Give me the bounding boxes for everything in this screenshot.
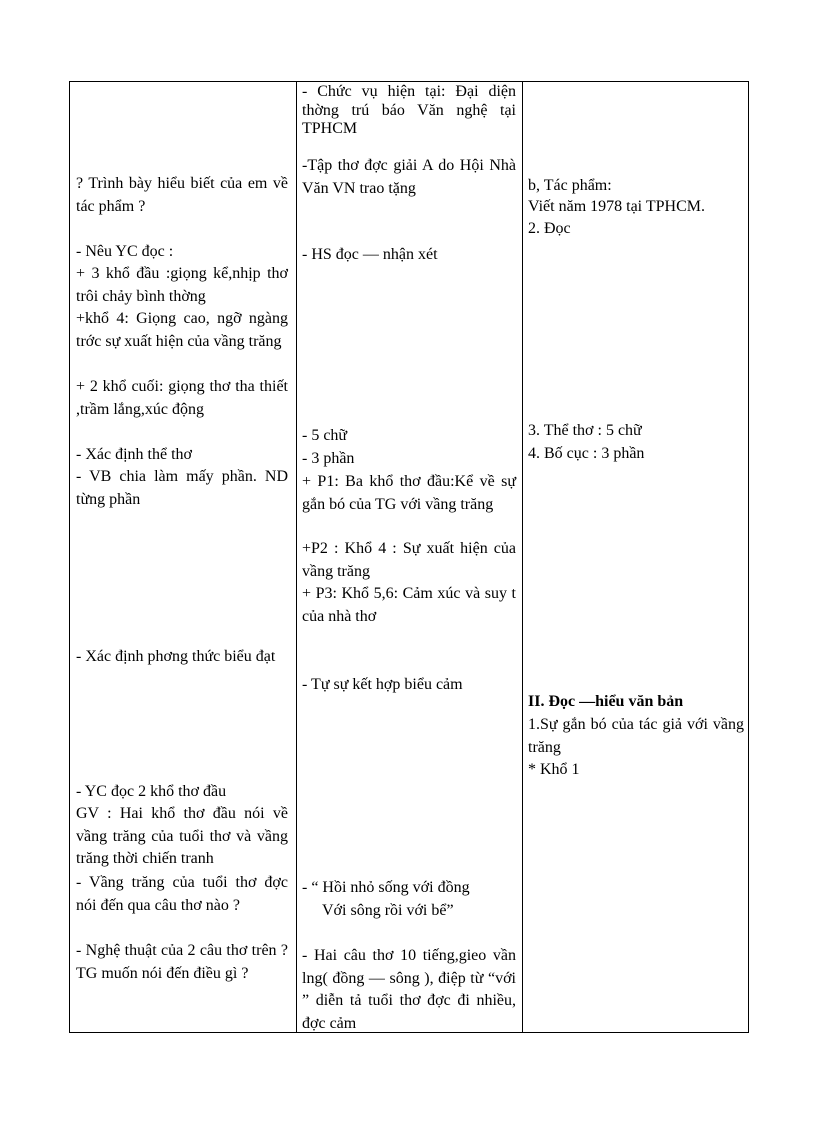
subsection-title: 1.Sự gắn bó của tác giả với vầng trăng <box>528 716 744 756</box>
instruction-line: GV : Hai khổ thơ đầu nói về vầng trăng của tuổi thơ và vầng trăng thời chiến tranh <box>76 805 288 867</box>
question-tac-pham: ? Trình bày hiểu biết của em về tác phẩm ? <box>76 175 288 215</box>
question-the-tho: - Xác định thể thơ <box>76 446 192 463</box>
question-bo-cuc: - VB chia làm mấy phần. ND từng phần <box>76 468 288 508</box>
content-line: 4. Bố cục : 3 phần <box>528 445 645 462</box>
poem-quote-line: Với sông rồi với bể” <box>322 902 454 919</box>
content-line: b, Tác phẩm: <box>528 177 612 194</box>
reading-guide-line: +khổ 4: Giọng cao, ngỡ ngàng trớc sự xuất hiện của vầng trăng <box>76 310 288 350</box>
content-line: Viết năm 1978 tại TPHCM. <box>528 198 705 215</box>
art-analysis: - Hai câu thơ 10 tiếng,gieo vần lng( đồng — sông ), điệp từ “với ” diễn tả tuổi thơ đợc đi nhiều, đợc cảm <box>302 947 516 1032</box>
lesson-table <box>69 81 749 1033</box>
reading-guide-line: + 3 khổ đầu :giọng kể,nhịp thơ trôi chảy bình thờng <box>76 265 288 305</box>
answer-line: - 3 phần <box>302 450 355 467</box>
question-phuong-thuc: - Xác định phơng thức biểu đạt <box>76 648 276 665</box>
reading-guide-line: + 2 khổ cuối: giọng thơ tha thiết ,trầm lắng,xúc động <box>76 378 288 418</box>
collection-award: -Tập thơ đợc giải A do Hội Nhà Văn VN trao tặng <box>302 157 516 197</box>
instruction-line: - Nghệ thuật của 2 câu thơ trên ? TG muốn nói đến điều gì ? <box>76 942 288 982</box>
answer-phuong-thuc: - Tự sự kết hợp biểu cảm <box>302 676 463 693</box>
poem-quote-line: - “ Hồi nhỏ sống với đồng <box>302 879 470 896</box>
instruction-line: - YC đọc 2 khổ thơ đầu <box>76 783 227 800</box>
answer-line: +P2 : Khổ 4 : Sự xuất hiện của vầng trăng <box>302 540 516 580</box>
instruction-line: - Vầng trăng của tuổi thơ đợc nói đến qua câu thơ nào ? <box>76 874 288 914</box>
author-position: - Chức vụ hiện tại: Đại diện thờng trú báo Văn nghệ tại TPHCM <box>302 83 516 137</box>
answer-line: - 5 chữ <box>302 427 348 444</box>
column-divider <box>522 82 523 1032</box>
student-reading: - HS đọc — nhận xét <box>302 246 438 263</box>
answer-line: + P1: Ba khổ thơ đầu:Kể về sự gắn bó của TG với vầng trăng <box>302 473 516 513</box>
section-heading: II. Đọc —hiểu văn bản <box>528 693 684 710</box>
column-divider <box>296 82 297 1032</box>
reading-guide-line: - Nêu YC đọc : <box>76 243 174 260</box>
answer-line: + P3: Khổ 5,6: Cảm xúc và suy t của nhà thơ <box>302 585 516 625</box>
subsection-item: * Khổ 1 <box>528 761 580 778</box>
content-line: 3. Thể thơ : 5 chữ <box>528 422 642 439</box>
content-line: 2. Đọc <box>528 220 571 237</box>
